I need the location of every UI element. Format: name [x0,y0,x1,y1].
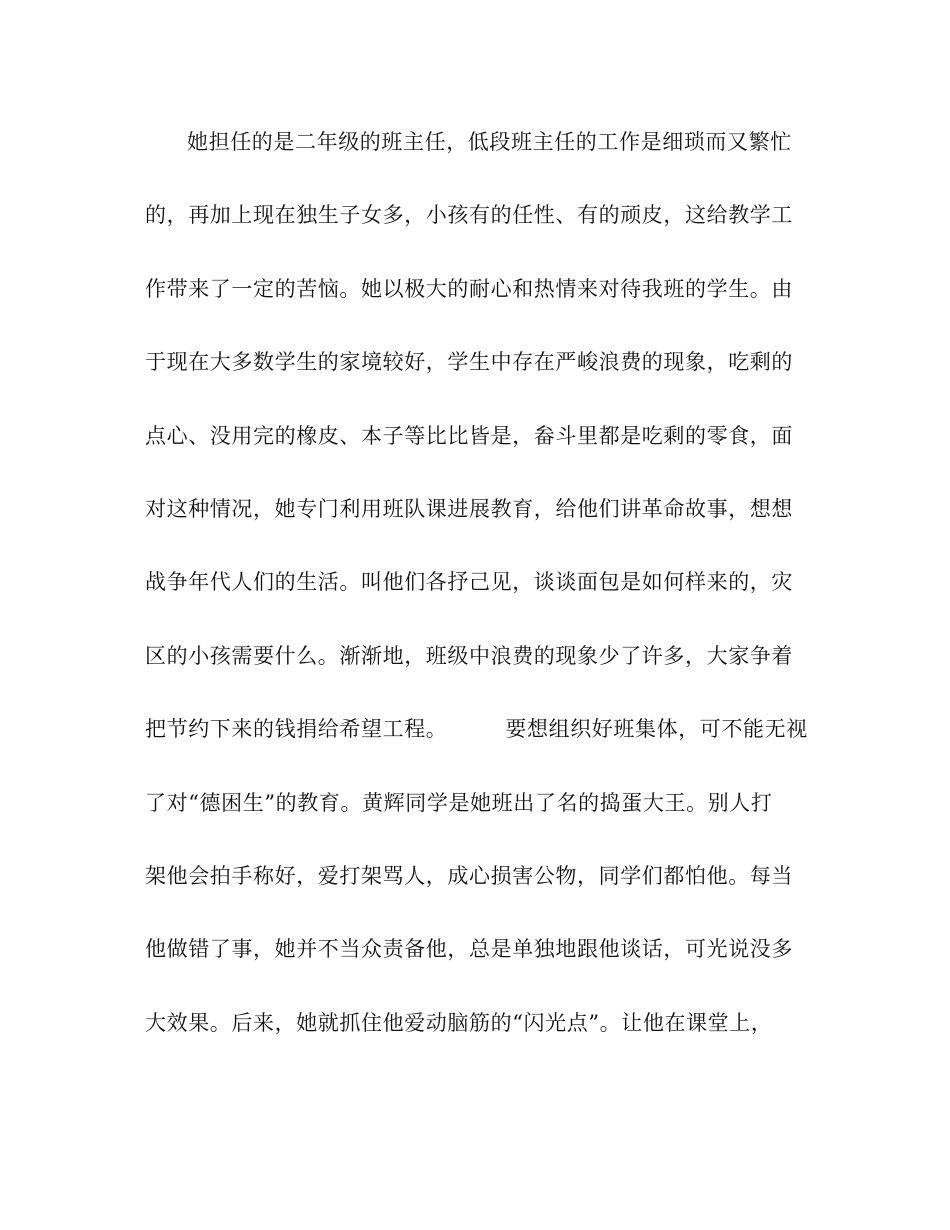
text-line-7: 战争年代人们的生活。叫他们各抒己见，谈谈面包是如何样来的，灾 [145,570,793,595]
text-line-4: 于现在大多数学生的家境较好，学生中存在严峻浪费的现象，吃剩的 [145,350,793,375]
text-line-1: 她担任的是二年级的班主任，低段班主任的工作是细琐而又繁忙 [187,130,792,154]
body-text [145,124,815,1078]
paragraph-start: 要想组织好班集体，可不能无视 [505,717,808,742]
text-line-2: 的，再加上现在独生子女多，小孩有的任性、有的顽皮，这给教学工 [145,203,793,228]
text-line-9 [145,711,815,784]
text-line-10: 了对“德困生”的教育。黄辉同学是她班出了名的捣蛋大王。别人打 [145,790,773,815]
text-line-5: 点心、没用完的橡皮、本子等比比皆是，畚斗里都是吃剩的零食，面 [145,423,793,448]
text-line-12: 他做错了事，她并不当众责备他，总是单独地跟他谈话，可光说没多 [145,937,793,962]
text-line-3: 作带来了一定的苦恼。她以极大的耐心和热情来对待我班的学生。由 [145,276,793,301]
text-line-13: 大效果。后来，她就抓住他爱动脑筋的“闪光点”。让他在课堂上， [145,1010,773,1035]
text-line-11: 架他会拍手称好，爱打架骂人，成心损害公物，同学们都怕他。每当 [145,863,793,888]
text-line-6: 对这种情况，她专门利用班队课进展教育，给他们讲革命故事，想想 [145,496,793,521]
paragraph-end: 把节约下来的钱捐给希望工程。 [145,717,448,742]
text-line-8: 区的小孩需要什么。渐渐地，班级中浪费的现象少了许多，大家争着 [145,643,793,668]
